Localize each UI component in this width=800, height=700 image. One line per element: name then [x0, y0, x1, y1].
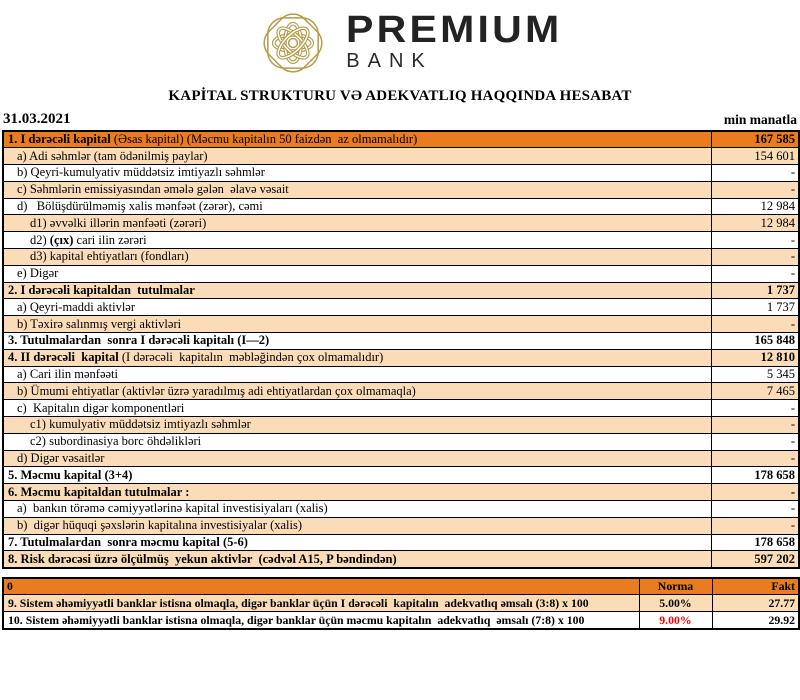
capital-table-row [3, 299, 799, 316]
row-value: 178 658 [711, 534, 799, 551]
row-label [3, 417, 711, 434]
row-value: 178 658 [711, 467, 799, 484]
row-value: 5 345 [711, 366, 799, 383]
row-label [3, 265, 711, 282]
row-value: 7 465 [711, 383, 799, 400]
row-label [3, 282, 711, 299]
capital-table-row [3, 501, 799, 518]
row-value: 12 810 [711, 349, 799, 366]
capital-table-row [3, 467, 799, 484]
row-label-segment: (Əsas kapital) (Məcmu kapitalın 50 faizdən az olmamalıdır) [110, 132, 418, 147]
row-label [3, 165, 711, 182]
capital-table-row [3, 383, 799, 400]
row-value: 597 202 [711, 551, 799, 568]
capital-table-row [3, 165, 799, 182]
ratio-norma-value: 5.00% [639, 595, 712, 612]
row-label-segment: b) digər hüquqi şəxslərin kapitalına investisiyalar (xalis) [17, 518, 302, 533]
ratio-fakt-value: 29.92 [712, 612, 799, 629]
capital-table-row [3, 551, 799, 568]
row-label-segment: 3. Tutulmalardan sonra I dərəcəli kapitalı (I—2) [8, 333, 270, 348]
capital-table-row [3, 215, 799, 232]
row-value: - [711, 265, 799, 282]
ratio-norma-value: 9.00% [639, 612, 712, 629]
row-value: - [711, 501, 799, 518]
ratio-header-fakt: Fakt [712, 578, 799, 595]
row-label [3, 400, 711, 417]
report-meta [3, 111, 797, 128]
capital-table-row [3, 484, 799, 501]
row-label [3, 181, 711, 198]
row-label-segment: 4. II dərəcəli kapital [8, 350, 119, 365]
row-label-segment: (çıx) [49, 232, 74, 247]
row-value: - [711, 433, 799, 450]
ratio-header-norma: Norma [639, 578, 712, 595]
row-label-segment: b) Qeyri-kumulyativ müddətsiz imtiyazlı səhmlər [17, 165, 265, 180]
row-label [3, 299, 711, 316]
row-label-segment: c1) kumulyativ müddətsiz imtiyazlı səhmlər [30, 417, 251, 432]
row-label [3, 316, 711, 333]
row-value: - [711, 450, 799, 467]
row-label-segment: c) Səhmlərin emissiyasından əmələ gələn əlavə vəsait [17, 182, 289, 197]
capital-table-row [3, 349, 799, 366]
ratio-table-row [3, 612, 799, 629]
capital-table-row [3, 316, 799, 333]
capital-table-row [3, 198, 799, 215]
row-label [3, 198, 711, 215]
capital-structure-table [2, 130, 800, 569]
row-label-segment: a) Adi səhmlər (tam ödənilmiş paylar) [17, 148, 208, 163]
row-value: - [711, 417, 799, 434]
adequacy-ratio-table [2, 577, 800, 630]
row-value: - [711, 249, 799, 266]
row-label [3, 467, 711, 484]
row-label-segment: 6. Məcmu kapitaldan tutulmalar : [8, 484, 190, 499]
row-label [3, 534, 711, 551]
row-value: 165 848 [711, 333, 799, 350]
row-label-segment: d1) əvvəlki illərin mənfəəti (zərəri) [30, 215, 207, 230]
row-label [3, 349, 711, 366]
row-label-segment: b) Təxirə salınmış vergi aktivləri [17, 316, 182, 331]
row-value: - [711, 165, 799, 182]
unit-label: min manatla [723, 112, 797, 127]
row-label-segment: 8. Risk dərəcəsi üzrə ölçülmüş yekun aktivlər (cədvəl A15, P bəndindən) [8, 551, 397, 566]
row-label-segment: 7. Tutulmalardan sonra məcmu kapital (5-6) [8, 534, 248, 549]
row-label-segment: a) Qeyri-maddi aktivlər [17, 299, 136, 314]
row-value: 1 737 [711, 299, 799, 316]
row-label [3, 148, 711, 165]
row-label-segment: (I dərəcəli kapitalın məbləğindən çox olmamalıdır) [118, 350, 384, 365]
row-label-segment: d) Bölüşdürülməmiş xalis mənfəət (zərər), cəmi [17, 199, 263, 214]
row-label [3, 232, 711, 249]
brand-name: PREMIUM [346, 8, 563, 51]
capital-table-row [3, 265, 799, 282]
ratio-header-zero: 0 [3, 578, 639, 595]
capital-table-row [3, 400, 799, 417]
row-value: - [711, 400, 799, 417]
row-label [3, 333, 711, 350]
row-label-segment: d3) kapital ehtiyatları (fondları) [30, 249, 189, 264]
capital-table-row [3, 333, 799, 350]
row-label-segment: a) bankın törəmə cəmiyyətlərinə kapital investisiyaları (xalis) [17, 501, 328, 516]
report-date: 31.03.2021 [3, 111, 71, 127]
row-label [3, 249, 711, 266]
capital-table-row [3, 433, 799, 450]
capital-table-row [3, 417, 799, 434]
row-label [3, 517, 711, 534]
row-value: - [711, 517, 799, 534]
row-label [3, 551, 711, 568]
row-value: - [711, 181, 799, 198]
row-label [3, 484, 711, 501]
row-label [3, 131, 711, 148]
row-value: - [711, 316, 799, 333]
capital-table-row [3, 366, 799, 383]
row-value: 154 601 [711, 148, 799, 165]
row-label-segment: d) Digər vəsaitlər [17, 450, 105, 465]
ratio-table-row [3, 595, 799, 612]
brand-sub-name: BANK [346, 50, 433, 73]
capital-table-row [3, 232, 799, 249]
row-label [3, 501, 711, 518]
capital-table-row [3, 517, 799, 534]
row-label [3, 433, 711, 450]
row-value: - [711, 484, 799, 501]
report-title: KAPİTAL STRUKTURU VƏ ADEKVATLIQ HAQQINDA HESABAT [168, 88, 632, 104]
capital-table-row [3, 249, 799, 266]
capital-table-row [3, 534, 799, 551]
row-label-segment: c) Kapitalın digər komponentləri [17, 400, 185, 415]
row-value: 1 737 [711, 282, 799, 299]
ratio-fakt-value: 27.77 [712, 595, 799, 612]
capital-structure-table-body [3, 131, 799, 568]
capital-table-row [3, 131, 799, 148]
row-label-segment: 2. I dərəcəli kapitaldan tutulmalar [8, 283, 195, 297]
row-label-segment: b) Ümumi ehtiyatlar (aktivlər üzrə yaradılmış adi ehtiyatlardan çox olmamaqla) [17, 383, 416, 398]
row-label [3, 366, 711, 383]
row-value: - [711, 232, 799, 249]
ratio-header-row [3, 578, 799, 595]
capital-table-row [3, 450, 799, 467]
capital-table-row [3, 181, 799, 198]
row-label-segment: 1. I dərəcəli kapital [8, 132, 111, 147]
row-label-segment: d2) [30, 232, 50, 247]
bank-logo [0, 5, 800, 81]
row-label-segment: e) Digər [17, 266, 59, 281]
capital-table-row [3, 282, 799, 299]
row-label [3, 215, 711, 232]
row-label-segment: a) Cari ilin mənfəəti [17, 366, 119, 381]
ratio-row-label: 9. Sistem əhəmiyyətli banklar istisna olmaqla, digər banklar üçün I dərəcəli kapitalın adekvatlıq əmsalı (3:8) x 100 [3, 595, 639, 612]
row-value: 12 984 [711, 215, 799, 232]
row-label-segment: 5. Məcmu kapital (3+4) [8, 467, 133, 482]
ratio-row-label: 10. Sistem əhəmiyyətli banklar istisna olmaqla, digər banklar üçün məcmu kapitalın adekvatlıq əmsalı (7:8) x 100 [3, 612, 639, 629]
row-value: 167 585 [711, 131, 799, 148]
row-value: 12 984 [711, 198, 799, 215]
bank-emblem-knot-icon [253, 6, 333, 80]
row-label [3, 450, 711, 467]
capital-table-row [3, 148, 799, 165]
row-label-segment: c2) subordinasiya borc öhdəlikləri [30, 434, 202, 449]
row-label-segment: cari ilin zərəri [73, 232, 147, 247]
row-label [3, 383, 711, 400]
